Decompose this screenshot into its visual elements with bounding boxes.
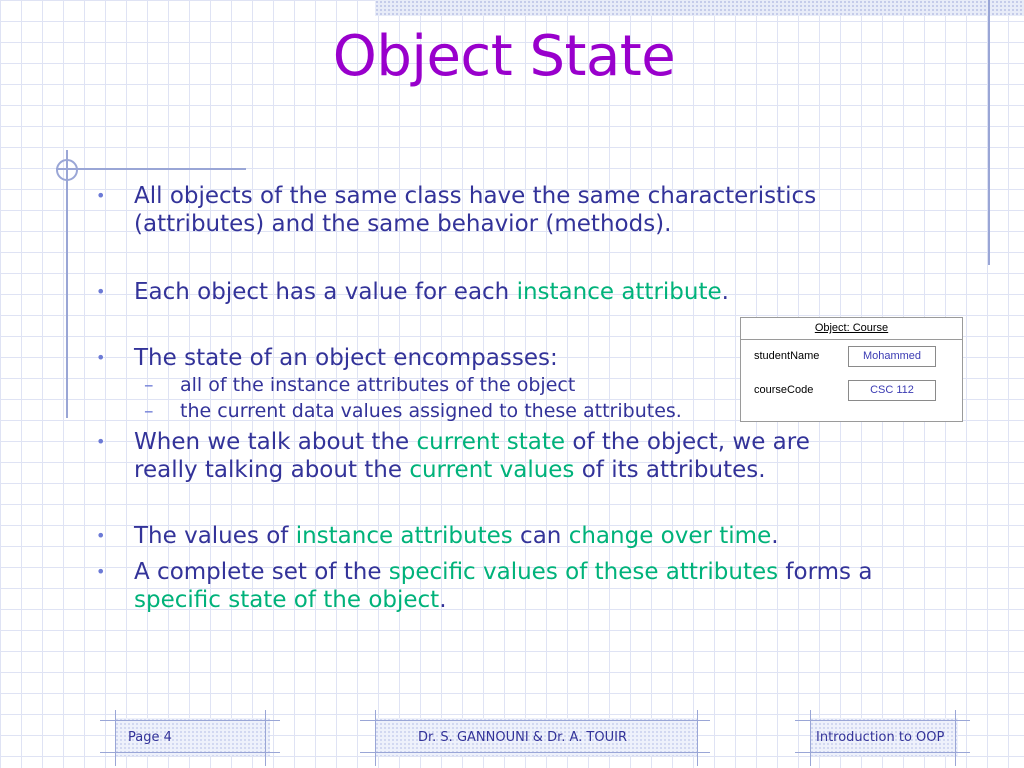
bullet-text: really talking about the: [134, 457, 410, 483]
attribute-value: Mohammed: [848, 346, 936, 367]
bullet-icon: •: [96, 562, 106, 581]
bullet-item: [96, 428, 936, 484]
bullet-line: [134, 586, 936, 614]
bullet-item: [96, 522, 936, 550]
bullet-line: [134, 428, 936, 456]
footer-rule: [100, 720, 280, 721]
bullet-icon: •: [96, 282, 106, 301]
bullet-text: of the object, we are: [565, 429, 810, 455]
highlight-text: instance attribute: [516, 279, 722, 305]
footer-rule: [100, 752, 280, 753]
footer-rule: [795, 720, 970, 721]
footer-course: Introduction to OOP: [816, 730, 945, 745]
highlight-text: change over time: [568, 523, 772, 549]
highlight-text: current values: [409, 457, 575, 483]
footer-divider: [265, 710, 266, 766]
bullet-text: of its attributes.: [574, 457, 766, 483]
highlight-text: specific values of these attributes: [388, 559, 779, 585]
attribute-value: CSC 112: [848, 380, 936, 401]
dash-icon: –: [144, 400, 154, 422]
top-decorative-band: [375, 0, 1024, 16]
footer-rule: [795, 752, 970, 753]
bullet-item: [96, 182, 936, 238]
object-diagram: [740, 317, 963, 422]
bullet-text: The values of: [134, 523, 296, 549]
footer-rule: [360, 720, 710, 721]
highlight-text: current state: [416, 429, 566, 455]
bullet-text: When we talk about the: [134, 429, 417, 455]
bullet-item: [96, 558, 936, 614]
bullet-text: forms a: [778, 559, 873, 585]
bullet-icon: •: [96, 526, 106, 545]
object-diagram-title: Object: Course: [741, 318, 962, 340]
bullet-text: A complete set of the: [134, 559, 389, 585]
footer-authors: Dr. S. GANNOUNI & Dr. A. TOUIR: [418, 730, 627, 745]
attribute-name: courseCode: [754, 384, 814, 396]
bullet-line: All objects of the same class have the same characteristics: [134, 183, 817, 209]
bullet-text: .: [721, 279, 729, 305]
highlight-text: instance attributes: [295, 523, 513, 549]
bullet-text: .: [771, 523, 779, 549]
left-vertical-line: [66, 150, 68, 418]
sub-bullet-text: the current data values assigned to these attributes.: [180, 400, 682, 422]
bullet-text: can: [512, 523, 569, 549]
footer-divider: [697, 710, 698, 766]
footer-divider: [115, 710, 116, 766]
footer-divider: [955, 710, 956, 766]
dash-icon: –: [144, 374, 154, 396]
bullet-line: (attributes) and the same behavior (methods).: [134, 211, 672, 237]
bullet-icon: •: [96, 432, 106, 451]
bullet-line: [134, 558, 936, 586]
footer-divider: [375, 710, 376, 766]
bullet-text: The state of an object encompasses:: [134, 345, 558, 371]
attribute-name: studentName: [754, 350, 820, 362]
circle-ornament-icon: [48, 150, 88, 190]
sub-bullet-text: all of the instance attributes of the object: [180, 374, 576, 396]
footer-divider: [810, 710, 811, 766]
bullet-text: .: [439, 587, 447, 613]
footer-rule: [360, 752, 710, 753]
bullet-item: [96, 278, 936, 306]
page-number: Page 4: [128, 730, 172, 745]
bullet-icon: •: [96, 186, 106, 205]
slide-title: Object State: [332, 24, 676, 89]
bullet-line: [134, 456, 936, 484]
bullet-text: Each object has a value for each: [134, 279, 517, 305]
highlight-text: specific state of the object: [134, 587, 440, 613]
bullet-icon: •: [96, 348, 106, 367]
